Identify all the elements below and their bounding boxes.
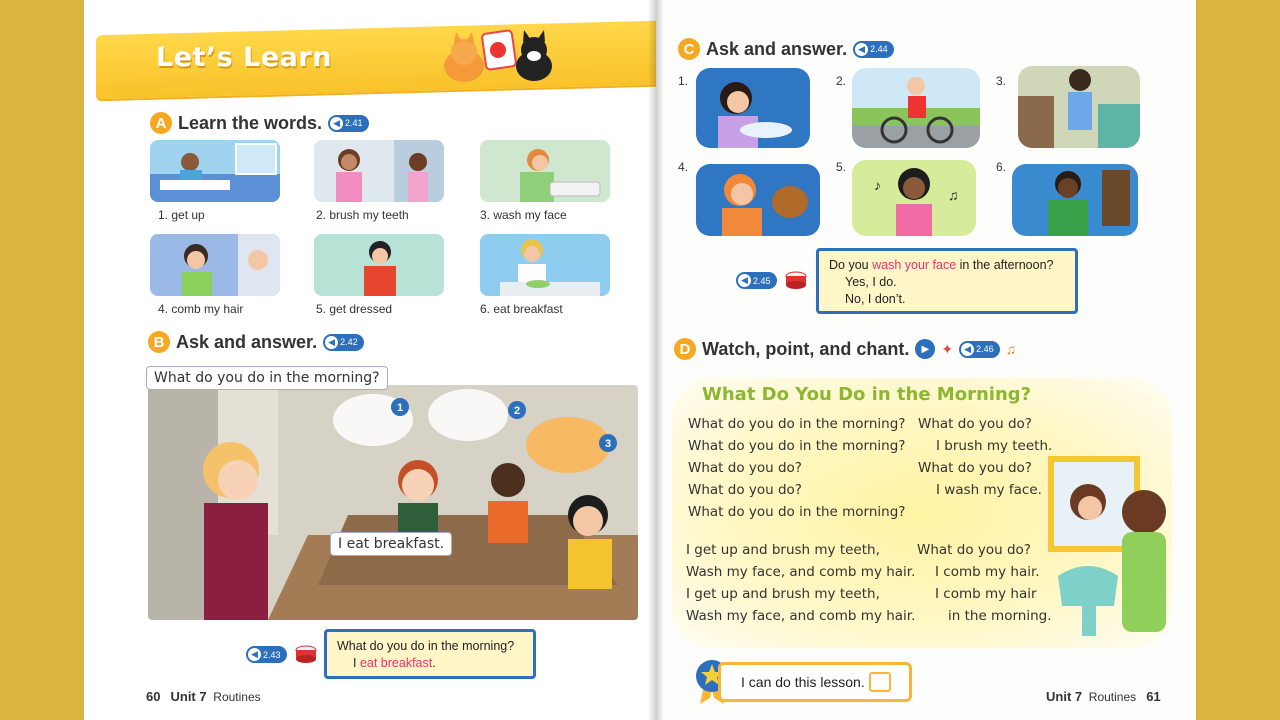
model-dialog-box (816, 248, 1078, 314)
chant-line: Wash my face, and comb my hair. (686, 564, 916, 580)
picture-c4-baseball (696, 164, 820, 236)
word-caption: 4. comb my hair (158, 302, 244, 316)
audio-track-2-45[interactable]: ◀ 2.45 (736, 272, 777, 289)
cats-illustration (434, 20, 564, 90)
chant-line: I wash my face. (936, 482, 1042, 498)
right-footer (1046, 689, 1161, 704)
thought-number: 3 (604, 438, 612, 450)
speech-bubble-question: What do you do in the morning? (146, 366, 388, 390)
audio-track-2-44[interactable]: ◀ 2.44 (853, 41, 894, 58)
thought-number: 1 (396, 402, 404, 414)
section-c-title: Ask and answer. (706, 38, 848, 59)
picture-comb-hair (150, 234, 280, 296)
unit-topic: Routines (1088, 690, 1137, 704)
picture-wash-face (480, 140, 610, 202)
chant-line: What do you do? (918, 416, 1032, 432)
speaker-icon: ◀ (961, 343, 974, 356)
section-c-letter: C (678, 38, 700, 60)
item-number: 4. (678, 160, 689, 174)
book-spine (648, 0, 664, 720)
model-question: What do you do in the morning? (337, 639, 515, 653)
section-a-title: Learn the words. (178, 112, 323, 133)
chant-line: I get up and brush my teeth, (686, 586, 880, 602)
left-page (84, 0, 656, 720)
chant-line: in the morning. (948, 608, 1052, 624)
mirror-girls-illustration (1048, 456, 1178, 642)
section-d-title: Watch, point, and chant. (702, 338, 910, 359)
word-caption: 6. eat breakfast (480, 302, 563, 316)
word-caption: 5. get dressed (316, 302, 393, 316)
picture-get-up (150, 140, 280, 202)
section-a-letter: A (150, 112, 172, 134)
picture-c2-riding-bike (852, 68, 980, 148)
word-caption: 2. brush my teeth (316, 208, 409, 222)
speaker-icon: ◀ (330, 117, 343, 130)
sparkle-icon: ✦ (941, 340, 954, 357)
right-page (656, 0, 1196, 720)
model-question: Do you wash your face in the afternoon? (829, 258, 1054, 272)
section-a-header (150, 112, 369, 134)
item-number: 5. (836, 160, 847, 174)
section-b-title: Ask and answer. (176, 331, 318, 352)
word-caption: 1. get up (158, 208, 205, 222)
word-caption: 3. wash my face (480, 208, 567, 222)
item-number: 6. (996, 160, 1007, 174)
classroom-scene (148, 385, 638, 620)
banner-title: Let’s Learn (156, 42, 332, 73)
chant-line: What do you do in the morning? (688, 438, 906, 454)
item-number: 2. (836, 74, 847, 88)
checkbox-square[interactable] (869, 672, 891, 692)
drum-icon (294, 644, 318, 664)
picture-c5-singing (852, 160, 976, 236)
section-c-header (678, 38, 894, 60)
page-number: 60 (146, 689, 161, 704)
picture-eat-breakfast (480, 234, 610, 296)
item-number: 3. (996, 74, 1007, 88)
picture-c6-dressing (1012, 164, 1138, 236)
chant-line: What do you do in the morning? (688, 504, 906, 520)
section-d-letter: D (674, 338, 696, 360)
speech-bubble-answer: I eat breakfast. (330, 532, 452, 556)
music-notes-icon: ♫ (1005, 341, 1017, 357)
chant-line: Wash my face, and comb my hair. (686, 608, 916, 624)
speaker-icon: ◀ (738, 274, 751, 287)
audio-track-2-42[interactable]: ◀ 2.42 (323, 334, 364, 351)
unit-topic: Routines (213, 690, 261, 704)
picture-brush-teeth (314, 140, 444, 202)
chant-line: I get up and brush my teeth, (686, 542, 880, 558)
item-number: 1. (678, 74, 689, 88)
drum-icon (784, 270, 808, 290)
chant-title: What Do You Do in the Morning? (702, 384, 1032, 405)
picture-c1-washing-dishes (696, 68, 810, 148)
svg-text:♪: ♪ (874, 177, 881, 193)
picture-get-dressed (314, 234, 444, 296)
audio-track-2-41[interactable]: ◀ 2.41 (328, 115, 369, 132)
play-video-icon[interactable]: ▶ (915, 339, 935, 359)
unit-label: Unit 7 (170, 689, 207, 704)
thought-number: 2 (513, 405, 521, 417)
section-d-header (674, 338, 1016, 360)
section-b-letter: B (148, 331, 170, 353)
model-answer-yes: Yes, I do. (845, 275, 897, 289)
picture-c3-waking-up (1018, 66, 1140, 148)
model-answer-no: No, I don’t. (845, 292, 906, 306)
chant-line: I comb my hair (935, 586, 1037, 602)
audio-track-2-43[interactable]: ◀ 2.43 (246, 646, 287, 663)
chant-line: I brush my teeth. (936, 438, 1053, 454)
chant-line: What do you do in the morning? (688, 416, 906, 432)
section-b-header (148, 331, 364, 353)
audio-track-2-46[interactable]: ◀ 2.46 (959, 341, 1000, 358)
can-do-label: I can do this lesson. (741, 674, 865, 690)
speaker-icon: ◀ (325, 336, 338, 349)
chant-line: I comb my hair. (935, 564, 1040, 580)
chant-line: What do you do? (688, 460, 802, 476)
model-answer: I eat breakfast. (353, 656, 436, 670)
speaker-icon: ◀ (248, 648, 261, 661)
svg-text:♫: ♫ (948, 187, 959, 203)
left-footer (146, 689, 261, 704)
unit-label: Unit 7 (1046, 689, 1083, 704)
chant-line: What do you do? (918, 460, 1032, 476)
page-number: 61 (1146, 689, 1161, 704)
can-do-checkbox[interactable] (718, 662, 912, 702)
chant-line: What do you do? (917, 542, 1031, 558)
model-dialog-box (324, 629, 536, 679)
speaker-icon: ◀ (855, 43, 868, 56)
chant-line: What do you do? (688, 482, 802, 498)
